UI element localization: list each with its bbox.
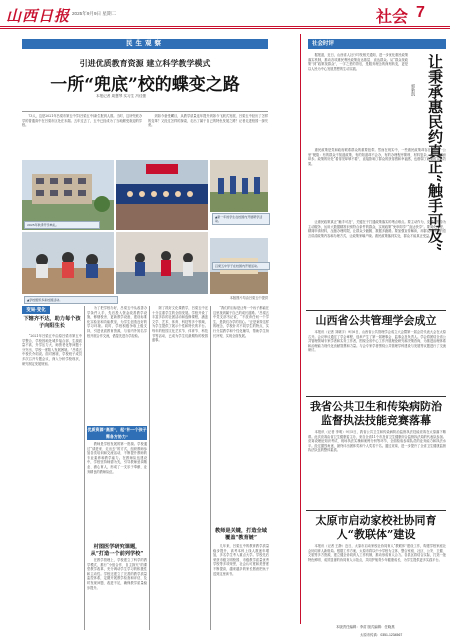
- news-body-1: 本报讯（记者 刘晓宇）9月6日，山西省公共管理学会成立大会暨第一届会员代表大会在太原召开。会议审议通过了学会章程，选举产生了第一届理事会、监事会及负责人。学会将团结全省公共管理领域专家学者和实务工作者，围绕全省中心工作开展理论研究和决策咨询，为推进治理体系和治理能力现代化贡献智慧和力量。与会专家学者围绕公共管理学科建设与发展等议题进行了交流研讨。: [308, 330, 446, 353]
- column-banner: 民生观察: [22, 39, 268, 49]
- photo-caption: 吕梁五中学子在校园内开展活动。: [212, 262, 270, 270]
- divider: [306, 510, 446, 511]
- page-number: 7: [416, 4, 425, 21]
- photo-caption: ▲新一年的学生在校园内开展研学活动。: [212, 213, 270, 225]
- subhead-box: 优质资源“高原”，起“补一个孩子需各方协力”: [87, 427, 147, 439]
- footer-editor-line: 本版责任编辑：李苗 版式编辑：任晓燕: [336, 625, 395, 629]
- masthead-rule: [0, 26, 450, 27]
- news-headline-3: 太原市启动家校社协同育人“教联体”建设: [315, 514, 437, 541]
- photo-caption: 2025年秋季开学典礼。: [24, 221, 100, 229]
- divider: [22, 111, 268, 112]
- divider: [306, 310, 446, 311]
- news-body-2: 本报讯（记者 李明）9月5日，我省公共卫生和传染病防治监督执法技能竞赛在太原落下帷幕。此次竞赛由省卫生健康委主办，来自全省11个市及省卫生健康综合监督执法局的代表队参加。竞赛设理论知识考试、现场执法实操和案例分析等环节，全面检验参赛队员的业务能力和执法水平。经过激烈角逐，最终评出团体奖和个人奖若干名。通过竞赛，进一步提升了全省卫生健康监督执法队伍的整体素质。: [308, 430, 446, 453]
- newspaper-logo: 山西日报: [6, 8, 71, 25]
- masthead-rule-thin: [0, 28, 450, 29]
- body-column-4a: “我们的目标是让每一个孩子都能在这里找到属于自己的成长道路。”吕梁五中党支部书记说，“不放弃任何一个学生，是我们办学的初心。”正是秉持这样的理念，学校针对不同学生的特点，实行分层教学和个性化辅导，帮助学生扬长补短，实现全面发展。: [213, 306, 269, 338]
- lead-paragraph: 到如今备受瞩目，从教学质量连年提升到如今飞跃式发展，吕梁五中经历了怎样的变革？又经过怎样的探索，走出了属于自己的特色发展之路？记者走进校园一探究竟。: [148, 114, 268, 128]
- news-headline-1: 山西省公共管理学会成立: [315, 314, 437, 327]
- photo-caption: ▲学校组织多彩校园活动。: [24, 296, 118, 304]
- article-kicker: 引进优质教育资源 建立科学教学模式: [79, 58, 211, 68]
- page-divider: [300, 34, 301, 624]
- photo-activity: [116, 232, 208, 294]
- photo-credit: 本版图片均由吕梁五中提供: [229, 296, 268, 300]
- commentary-text: 惠民政策是党和政府联系群众的重要纽带。然而在现实中，一些惠民政策却存在“最后一公里”梗阻：有的群众不知道政策，有的知道却不会办，有的办理程序繁琐、材料复杂，让群众望而却步。政策的好处“看得见却够不着”，直接影响了群众的获得感和幸福感，也削弱了政策的实际效果。: [308, 148, 446, 166]
- photo-ceremony: [116, 160, 208, 230]
- commentary-text: 让惠民政策真正“触手可及”，关键在于打通政策落实的堵点难点。要主动作为，变被动等待为主动服务，运用大数据精准识别符合条件的群众，实现政策“免申即享”“直达快享”。要简化流程，精简申请材料，压缩办理时限，让群众少跑腿、数据多跑路。要加强宣传解读，用群众听得懂的语言讲清政策内容和办理方式，让政策家喻户晓。惠民政策落到实处，群众才能真正受益。: [308, 220, 446, 238]
- body-column-1: “2021年吕梁五中由原吕梁市第五中学整合，学校因地处城乡接合部，生源质量不高，升学压力大，师资老化等问题十分突出，学校一度陷入发展困境。”吕梁五中校长介绍说。面对困境，学校班子成员多次召开专题会议，深入分析学校现状，研究制定发展规划。: [22, 334, 82, 366]
- subhead: 教师是关键，打造全域覆盖“教育链”: [215, 528, 267, 541]
- campus-building-illustration: [22, 160, 114, 230]
- body-column-4b: 几年来，吕梁五中的教育教学质量稳步提升，高考本科上线人数逐年增加，多名学生考入重点大学。学校先后荣获市级文明校园、市级教学质量优秀学校等多项荣誉，社会认可度和美誉度不断提高，越来越多的家长愿意把孩子送到这里读书。: [213, 544, 269, 576]
- section-name: 社会: [376, 9, 409, 26]
- students-outdoor-illustration: [210, 160, 268, 212]
- body-column-2a: 为了把学校办好，吕梁五中从改善办学条件入手，先后投入资金改善教学设施，修缮校舍、更新教学设备，建设标准化实验室和功能教室，为学生创造良好的学习环境。同时，学校积极争取上级支持，引进优质教育资源，与省内外知名学校开展合作交流，借鉴先进办学经验。: [87, 306, 147, 338]
- body-column-2c: 在教学管理上，学校建立了科学的教学模式，推行“小组合作、自主探究”的课堂教学改革，充分调动学生学习的积极性和主动性。学校还建立了完善的教学质量监控体系，定期开展教学检查和评估，及时发现问题、改进不足，确保教学质量稳步提升。: [87, 558, 147, 590]
- sidebar-tag: 变局·变化: [22, 306, 50, 314]
- subhead: 村图医学研究课题，从”打造一个前列学校”: [90, 544, 144, 557]
- column-rule: [84, 306, 85, 630]
- issue-date: 2025年9月9日 星期二: [72, 11, 117, 16]
- commentary-headline: 让秉承惠民约真正“触手可及”: [426, 54, 444, 252]
- divider: [306, 396, 446, 397]
- news-body-3: 本报讯（记者 王静）近日，太原市启动家校社协同育人“教联体”建设工作，构建学校家庭社会协同育人新格局。根据工作方案，太原市将以中小学校为主体，整合家庭、社区、公安、卫健、文旅等多方资源，建立健全协同育人工作机制，推动形成育人合力。各县区将结合实际，打造一批特色鲜明、成效显著的协同育人示范点，共同护航青少年健康成长，为学生提供更多实践平台。: [308, 544, 446, 562]
- activity-illustration: [116, 232, 208, 294]
- body-column-3: 除了抓好文化课教学，吕梁五中还十分注重学生的全面发展。学校开设了丰富多彩的社团活动和选修课程，涵盖文学、艺术、体育、科技等多个领域，为学生提供了展示个性和特长的平台。每年的校园文化艺术节、体育节、科技节等活动，已成为学生们最期待的校园盛事。: [152, 306, 208, 343]
- classroom-illustration: [22, 232, 114, 294]
- photo-campus-building: [22, 160, 114, 230]
- column-rule: [149, 306, 150, 630]
- sidebar-headline: 下辖齐不达，助力每个孩子向阳生长: [23, 316, 81, 329]
- commentary-banner: 社会时评: [308, 39, 446, 49]
- ceremony-illustration: [116, 160, 208, 230]
- photo-students-outdoor: [210, 160, 268, 212]
- photo-classroom: [22, 232, 114, 294]
- footer-contact-line: 太原市传真：0351-1234567: [360, 633, 403, 637]
- commentary-text: 据报道，近日，山西省人社厅印发相关通知，进一步优化惠民政策落实机制，推动各项惠民利民政策直达基层、直达群众。从“群众找政策”到“政策找群众”，一字之差的背后，是服务理念的深刻转变，更是以人民为中心发展思想的生动实践。: [308, 53, 408, 71]
- lead-paragraph: 73人，这是2021年吕梁市第五中学(吕梁五中)新生报到人数。当时，这所兜底办学的普通高中在吕梁市区处在末端。五年过去了，五中已经成为了当地颇受欢迎的学校。: [22, 114, 142, 128]
- news-headline-2: 我省公共卫生和传染病防治监督执法技能竞赛落幕: [310, 400, 442, 427]
- column-rule: [210, 306, 211, 630]
- commentary-author: 郭新凯: [411, 84, 416, 96]
- body-column-2b: 教师是学校发展的第一资源。学校通过“请进来、走出去”的方式，组织教师参加各类培训和交流活动，不断提升教师的专业素养和教学能力。在教师队伍建设中，学校坚持师德为先，引导教师爱岗敬业、潜心育人，形成了一支乐于奉献、业务精良的教师队伍。: [87, 442, 147, 474]
- article-byline: 本报记者 周慧琴 实习生 冯佳蕾: [96, 94, 147, 98]
- article-headline: 一所“兜底”校的蝶变之路: [50, 75, 240, 95]
